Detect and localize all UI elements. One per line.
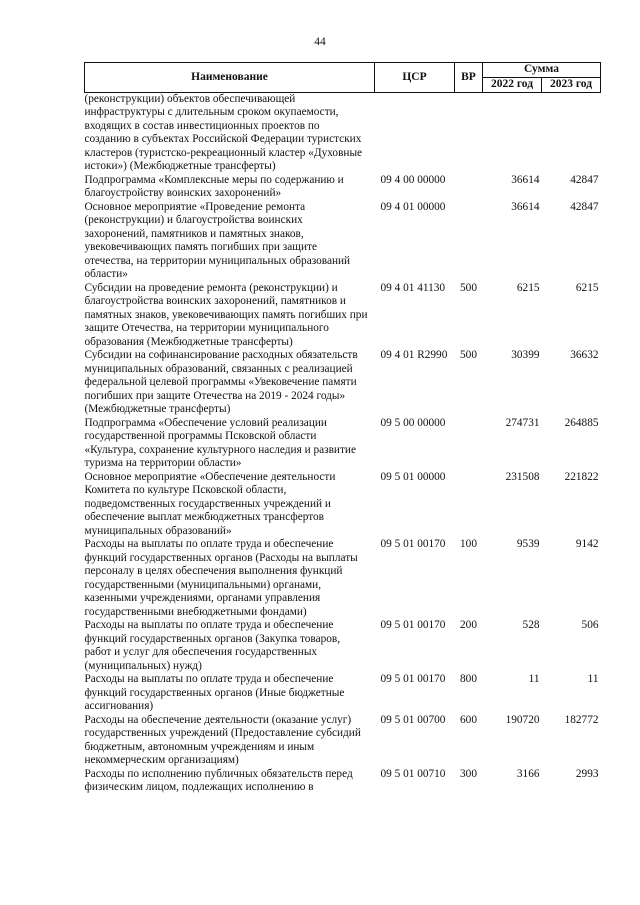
row-csr: 09 5 00 00000 (380, 416, 446, 429)
row-sum-2022: 6215 (516, 281, 540, 294)
page-number: 44 (314, 36, 326, 48)
header-sum: Сумма (483, 63, 601, 78)
row-sum-2022: 9539 (516, 538, 540, 550)
row-sum-2022: 231508 (505, 470, 540, 483)
row-vr: 600 (460, 713, 477, 726)
row-vr: 500 (460, 349, 477, 361)
row-sum-2023: 182772 (564, 713, 599, 726)
row-sum-2023: 9142 (575, 538, 599, 550)
table-row (85, 282, 601, 350)
row-name: Расходы на выплаты по оплате труда и обеспечение функций государственных органов (Расходы на выплаты персоналу в целях обеспечения выполнения функций государственными (муниципальными) органами, казенными учреждениями, органами управления государственными внебюджетными фондами) (84, 538, 358, 618)
row-csr: 09 5 01 00000 (380, 470, 446, 483)
row-vr: 500 (460, 281, 477, 294)
row-sum-2023: 264885 (564, 416, 599, 429)
header-year-2022: 2022 год (483, 78, 542, 93)
row-name: Субсидии на проведение ремонта (реконструкции) и благоустройства воинских захоронений, памятников и памятных знаков, увековечивающих память погибших при защите Отечества, на территории муниципального образования (Межбюджетные трансферты) (84, 281, 368, 348)
row-csr: 09 5 01 00170 (380, 538, 446, 550)
row-name: Подпрограмма «Обеспечение условий реализации государственной программы Псковской области «Культура, сохранение культурного наследия и развитие туризма на территории области» (84, 416, 356, 469)
table-row (85, 538, 601, 619)
row-sum-2022: 274731 (505, 416, 540, 429)
row-sum-2023: 221822 (564, 470, 599, 483)
row-sum-2022: 190720 (505, 713, 540, 726)
row-vr (455, 471, 483, 539)
row-name: Субсидии на софинансирование расходных обязательств муниципальных образований, связанных с реализацией федеральной целевой программы «Увековечение памяти погибших при защите Отечества на 2019 - 2024 годы» (Межбюджетные трансферты) (84, 349, 358, 415)
row-sum-2022: 3166 (516, 767, 540, 780)
row-sum-2023: 2993 (575, 767, 599, 780)
table-row (85, 201, 601, 282)
row-sum-2023: 36632 (570, 349, 599, 361)
row-vr: 200 (460, 619, 477, 631)
row-vr (455, 174, 483, 201)
row-sum-2022: 30399 (511, 349, 540, 361)
row-csr: 09 5 01 00700 (380, 713, 446, 726)
row-vr: 300 (460, 767, 477, 780)
row-csr: 09 4 00 00000 (380, 173, 446, 186)
row-sum-2023: 42847 (570, 173, 599, 186)
row-sum-2023: 506 (581, 619, 599, 631)
header-vr: ВР (455, 63, 483, 93)
row-vr (455, 201, 483, 282)
row-sum-2022: 11 (528, 673, 540, 685)
row-csr: 09 5 01 00170 (380, 619, 446, 631)
table-row (85, 714, 601, 768)
row-csr: 09 4 01 41130 (380, 281, 446, 294)
header-csr: ЦСР (375, 63, 455, 93)
row-name: Расходы на выплаты по оплате труда и обеспечение функций государственных органов (Закупка товаров, работ и услуг для обеспечения государственных (муниципальных) нужд) (84, 619, 341, 672)
table-row (85, 417, 601, 471)
row-name: Расходы на выплаты по оплате труда и обеспечение функций государственных органов (Иные бюджетные ассигнования) (84, 673, 345, 712)
row-sum-2022: 36614 (511, 173, 540, 186)
row-sum-2023: 11 (587, 673, 599, 685)
row-sum-2023: 6215 (575, 281, 599, 294)
row-sum-2023 (542, 92, 601, 174)
row-name: Основное мероприятие «Обеспечение деятельности Комитета по культуре Псковской области, подведомственных государственных учреждений и обеспечение выплат межбюджетных трансфертов муниципальных образований» (84, 470, 336, 537)
row-vr (455, 92, 483, 174)
table-row (85, 471, 601, 539)
row-csr: 09 5 01 00170 (380, 673, 446, 685)
row-sum-2022: 528 (522, 619, 540, 631)
header-name: Наименование (85, 63, 375, 93)
table-row (85, 673, 601, 714)
row-csr (375, 92, 455, 174)
budget-table (84, 62, 601, 795)
row-csr: 09 4 01 R2990 (380, 349, 448, 361)
table-row (85, 619, 601, 673)
row-sum-2022 (483, 92, 542, 174)
row-vr (455, 417, 483, 471)
row-vr: 800 (460, 673, 477, 685)
row-sum-2022: 36614 (511, 200, 540, 213)
row-csr: 09 4 01 00000 (380, 200, 446, 213)
table-row (85, 349, 601, 417)
row-name: Подпрограмма «Комплексные меры по содержанию и благоустройству воинских захоронений» (84, 173, 344, 199)
header-year-2023: 2023 год (542, 78, 601, 93)
row-csr: 09 5 01 00710 (380, 767, 446, 780)
table-row (85, 92, 601, 174)
row-name: Расходы на обеспечение деятельности (оказание услуг) государственных учреждений (Предоставление субсидий бюджетным, автономным учреждениям и иным некоммерческим организациям) (84, 713, 361, 766)
row-name: (реконструкции) объектов обеспечивающей инфраструктуры с длительным сроком окупаемости, входящих в состав инвестиционных проектов по созданию в субъектах Российской Федерации туристских кластеров (туристско-рекреационный кластер «Духовные истоки») (Межбюджетные трансферты) (84, 92, 363, 172)
row-vr: 100 (460, 538, 477, 550)
row-name: Расходы по исполнению публичных обязательств перед физическим лицом, подлежащих исполнению в (84, 767, 353, 793)
table-row (85, 174, 601, 201)
row-sum-2023: 42847 (570, 200, 599, 213)
table-row (85, 768, 601, 795)
row-name: Основное мероприятие «Проведение ремонта (реконструкции) и благоустройства воинских захоронений, памятников и памятных знаков, увековечивающих память погибших при защите отечества, на территории муниципальных образований области» (84, 200, 351, 280)
